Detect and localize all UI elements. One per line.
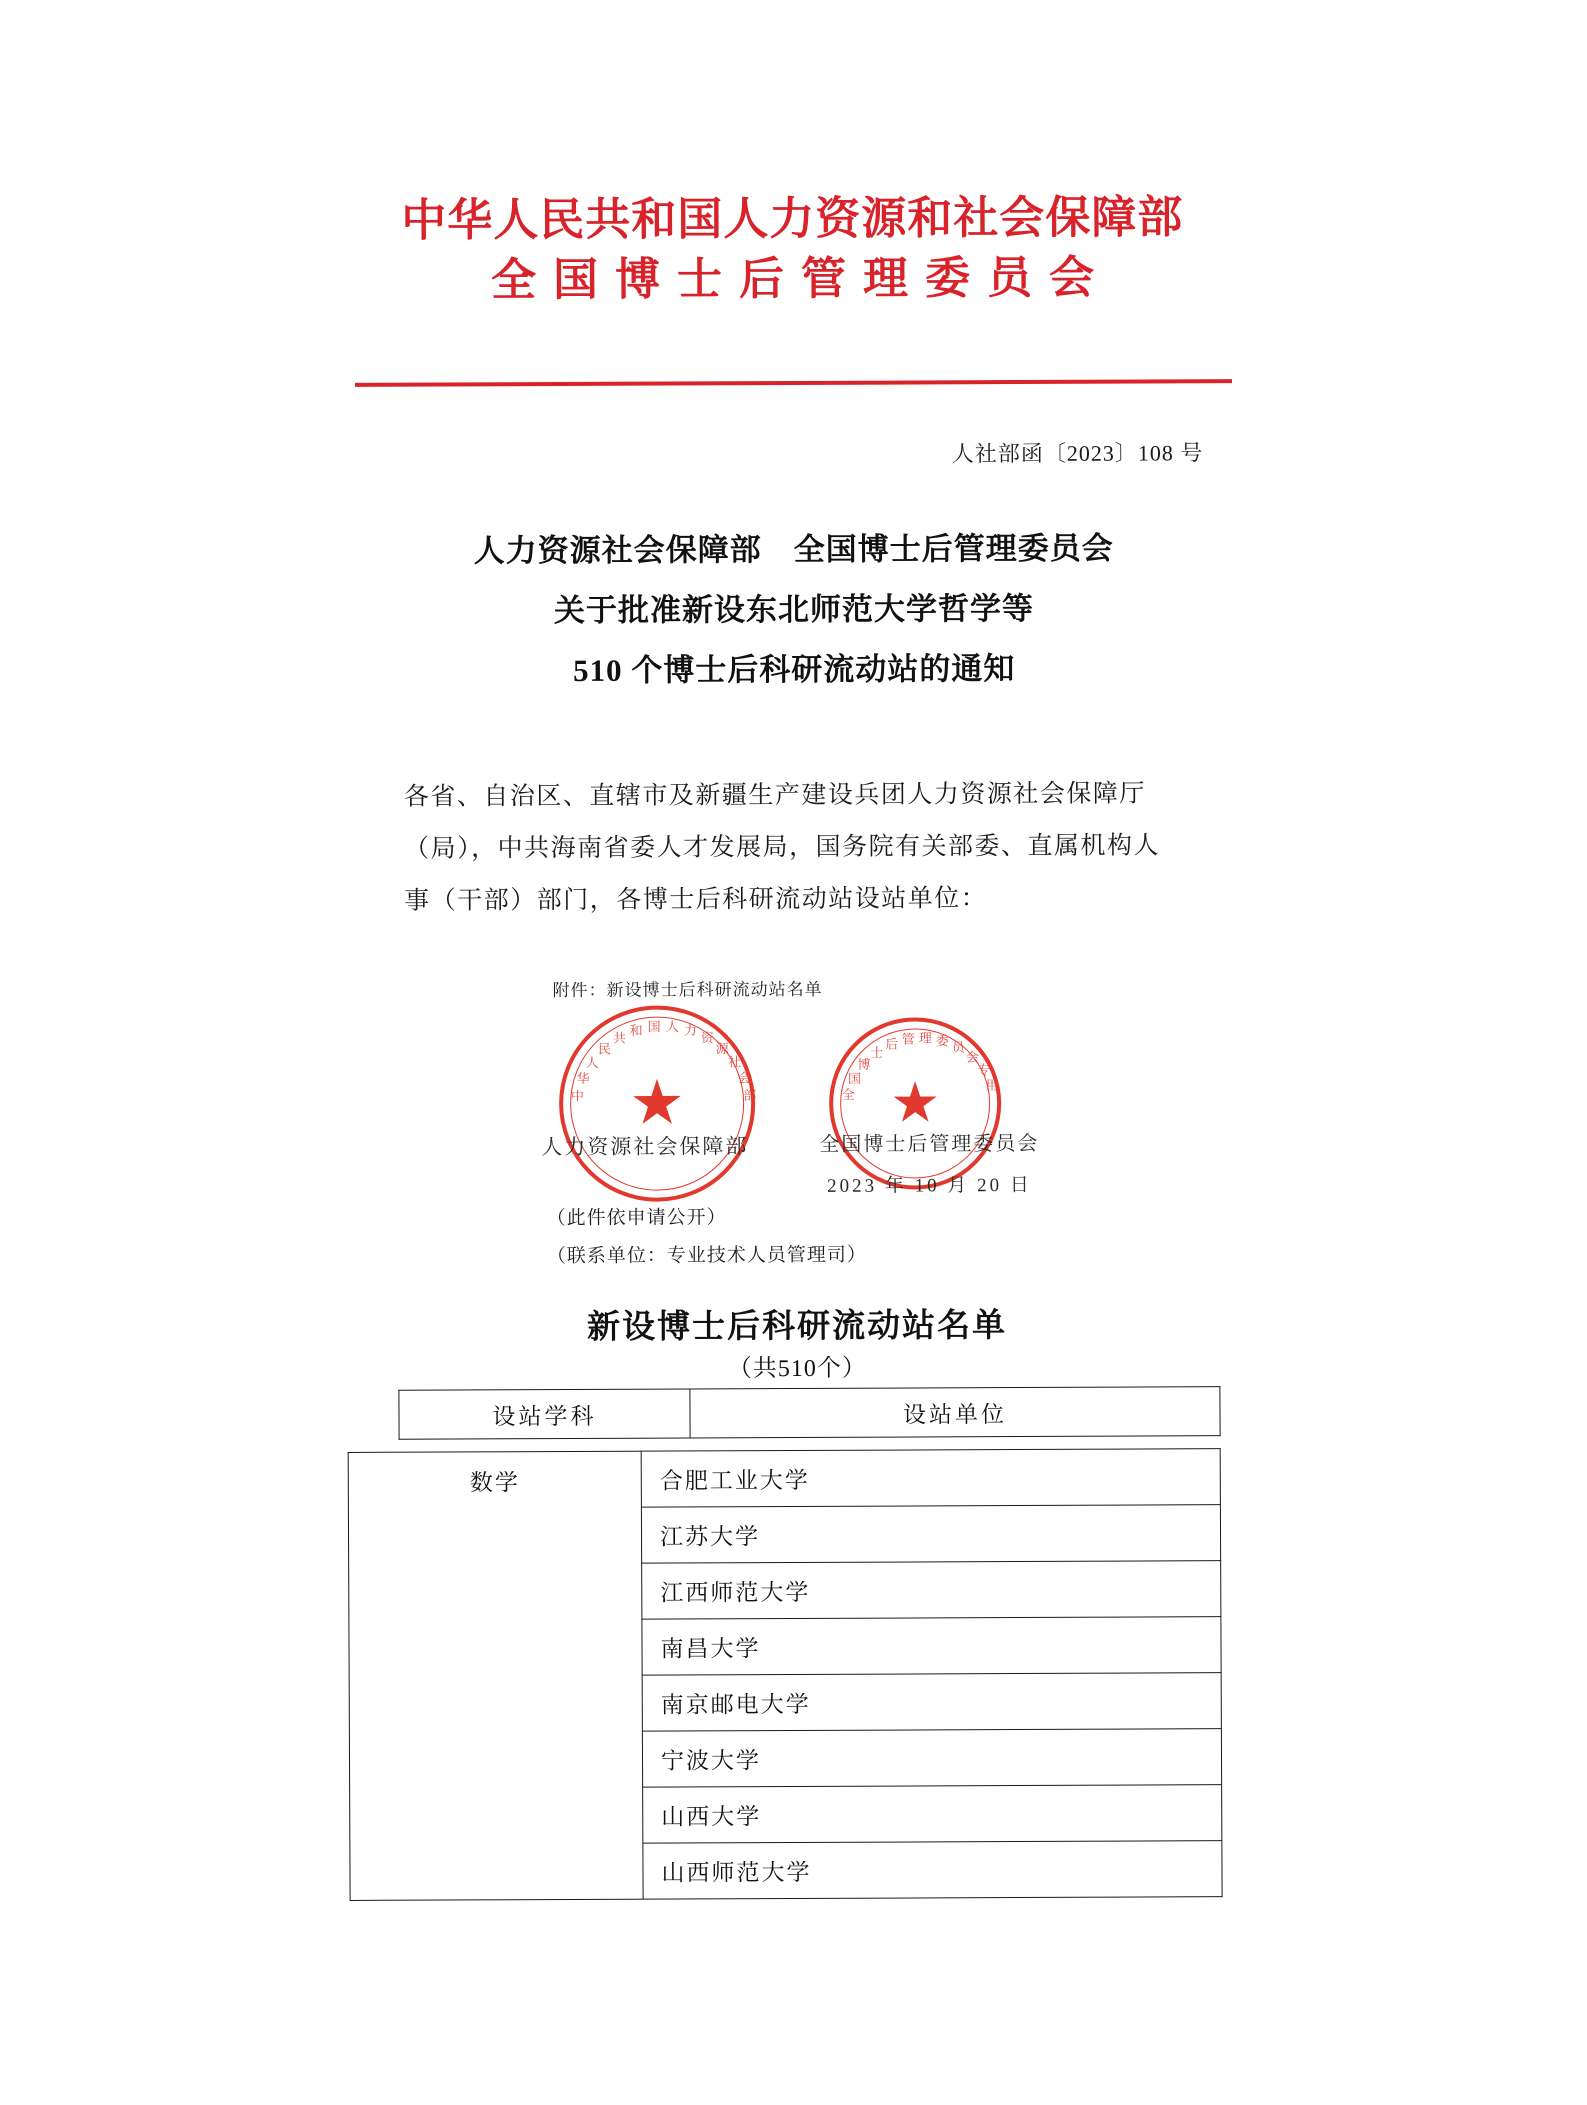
title-line-2: 关于批准新设东北师范大学哲学等 (553, 590, 1035, 629)
list-title: 新设博士后科研流动站名单 (587, 1308, 1008, 1346)
document-title (299, 518, 1290, 702)
addressee-line-3: 事（干部）部门，各博士后科研流动站设站单位： (404, 885, 988, 915)
list-body-table (348, 1448, 1223, 1901)
cell-unit: 南昌大学 (642, 1617, 1221, 1676)
cell-unit: 江苏大学 (641, 1505, 1220, 1564)
signature-ministry: 人力资源社会保障部 (541, 1134, 749, 1160)
signature-date: 2023 年 10 月 20 日 (827, 1174, 1032, 1197)
list-header-table (398, 1386, 1220, 1440)
letterhead-line-1: 中华人民共和国人力资源和社会保障部 (401, 192, 1184, 246)
title-line-3: 510 个博士后科研流动站的通知 (573, 651, 1016, 688)
cell-unit: 山西大学 (643, 1785, 1222, 1844)
table-header-row (399, 1387, 1220, 1440)
addressee-line-2: （局），中共海南省委人才发展局，国务院有关部委、直属机构人 (403, 832, 1161, 863)
seal-star-icon: ★ (629, 1069, 686, 1138)
cell-unit: 南京邮电大学 (642, 1673, 1221, 1732)
addressee-line-1: 各省、自治区、直辖市及新疆生产建设兵团人力资源社会保障厅 (403, 780, 1146, 811)
table-row (348, 1449, 1220, 1509)
cell-subject: 数学 (348, 1451, 643, 1900)
column-header-unit: 设站单位 (690, 1387, 1220, 1438)
signature-committee (819, 1127, 1039, 1198)
cell-unit: 山西师范大学 (643, 1841, 1222, 1900)
disclosure-note: （此件依申请公开） (546, 1207, 727, 1230)
cell-unit: 江西师范大学 (642, 1561, 1221, 1620)
cell-unit: 宁波大学 (642, 1729, 1221, 1788)
seal-arc-text: 中 华 人 民 共 和 国 人 力 资 源 社 会 部 (571, 1018, 759, 1104)
document-number: 人社部函〔2023〕108 号 (951, 440, 1204, 467)
seal-arc-text: 全 国 博 士 后 管 理 委 员 会 专 用 (841, 1030, 1001, 1103)
column-header-subject: 设站学科 (399, 1389, 690, 1439)
signature-committee-name: 全国博士后管理委员会 (819, 1132, 1040, 1156)
letterhead (327, 188, 1258, 312)
seal-star-icon: ★ (889, 1072, 941, 1135)
letterhead-line-2: 全国博士后管理委员会 (490, 252, 1112, 306)
addressee-paragraph (404, 768, 1195, 927)
contact-note: （联系单位：专业技术人员管理司） (546, 1244, 867, 1268)
cell-unit: 合肥工业大学 (641, 1449, 1220, 1508)
ministry-seal-icon (559, 1005, 759, 1202)
attachment-note: 附件：新设博士后科研流动站名单 (552, 979, 823, 1001)
list-subtitle: （共510个） (727, 1355, 867, 1383)
letterhead-red-rule (355, 379, 1232, 387)
title-line-1: 人力资源社会保障部 全国博士后管理委员会 (473, 530, 1114, 569)
